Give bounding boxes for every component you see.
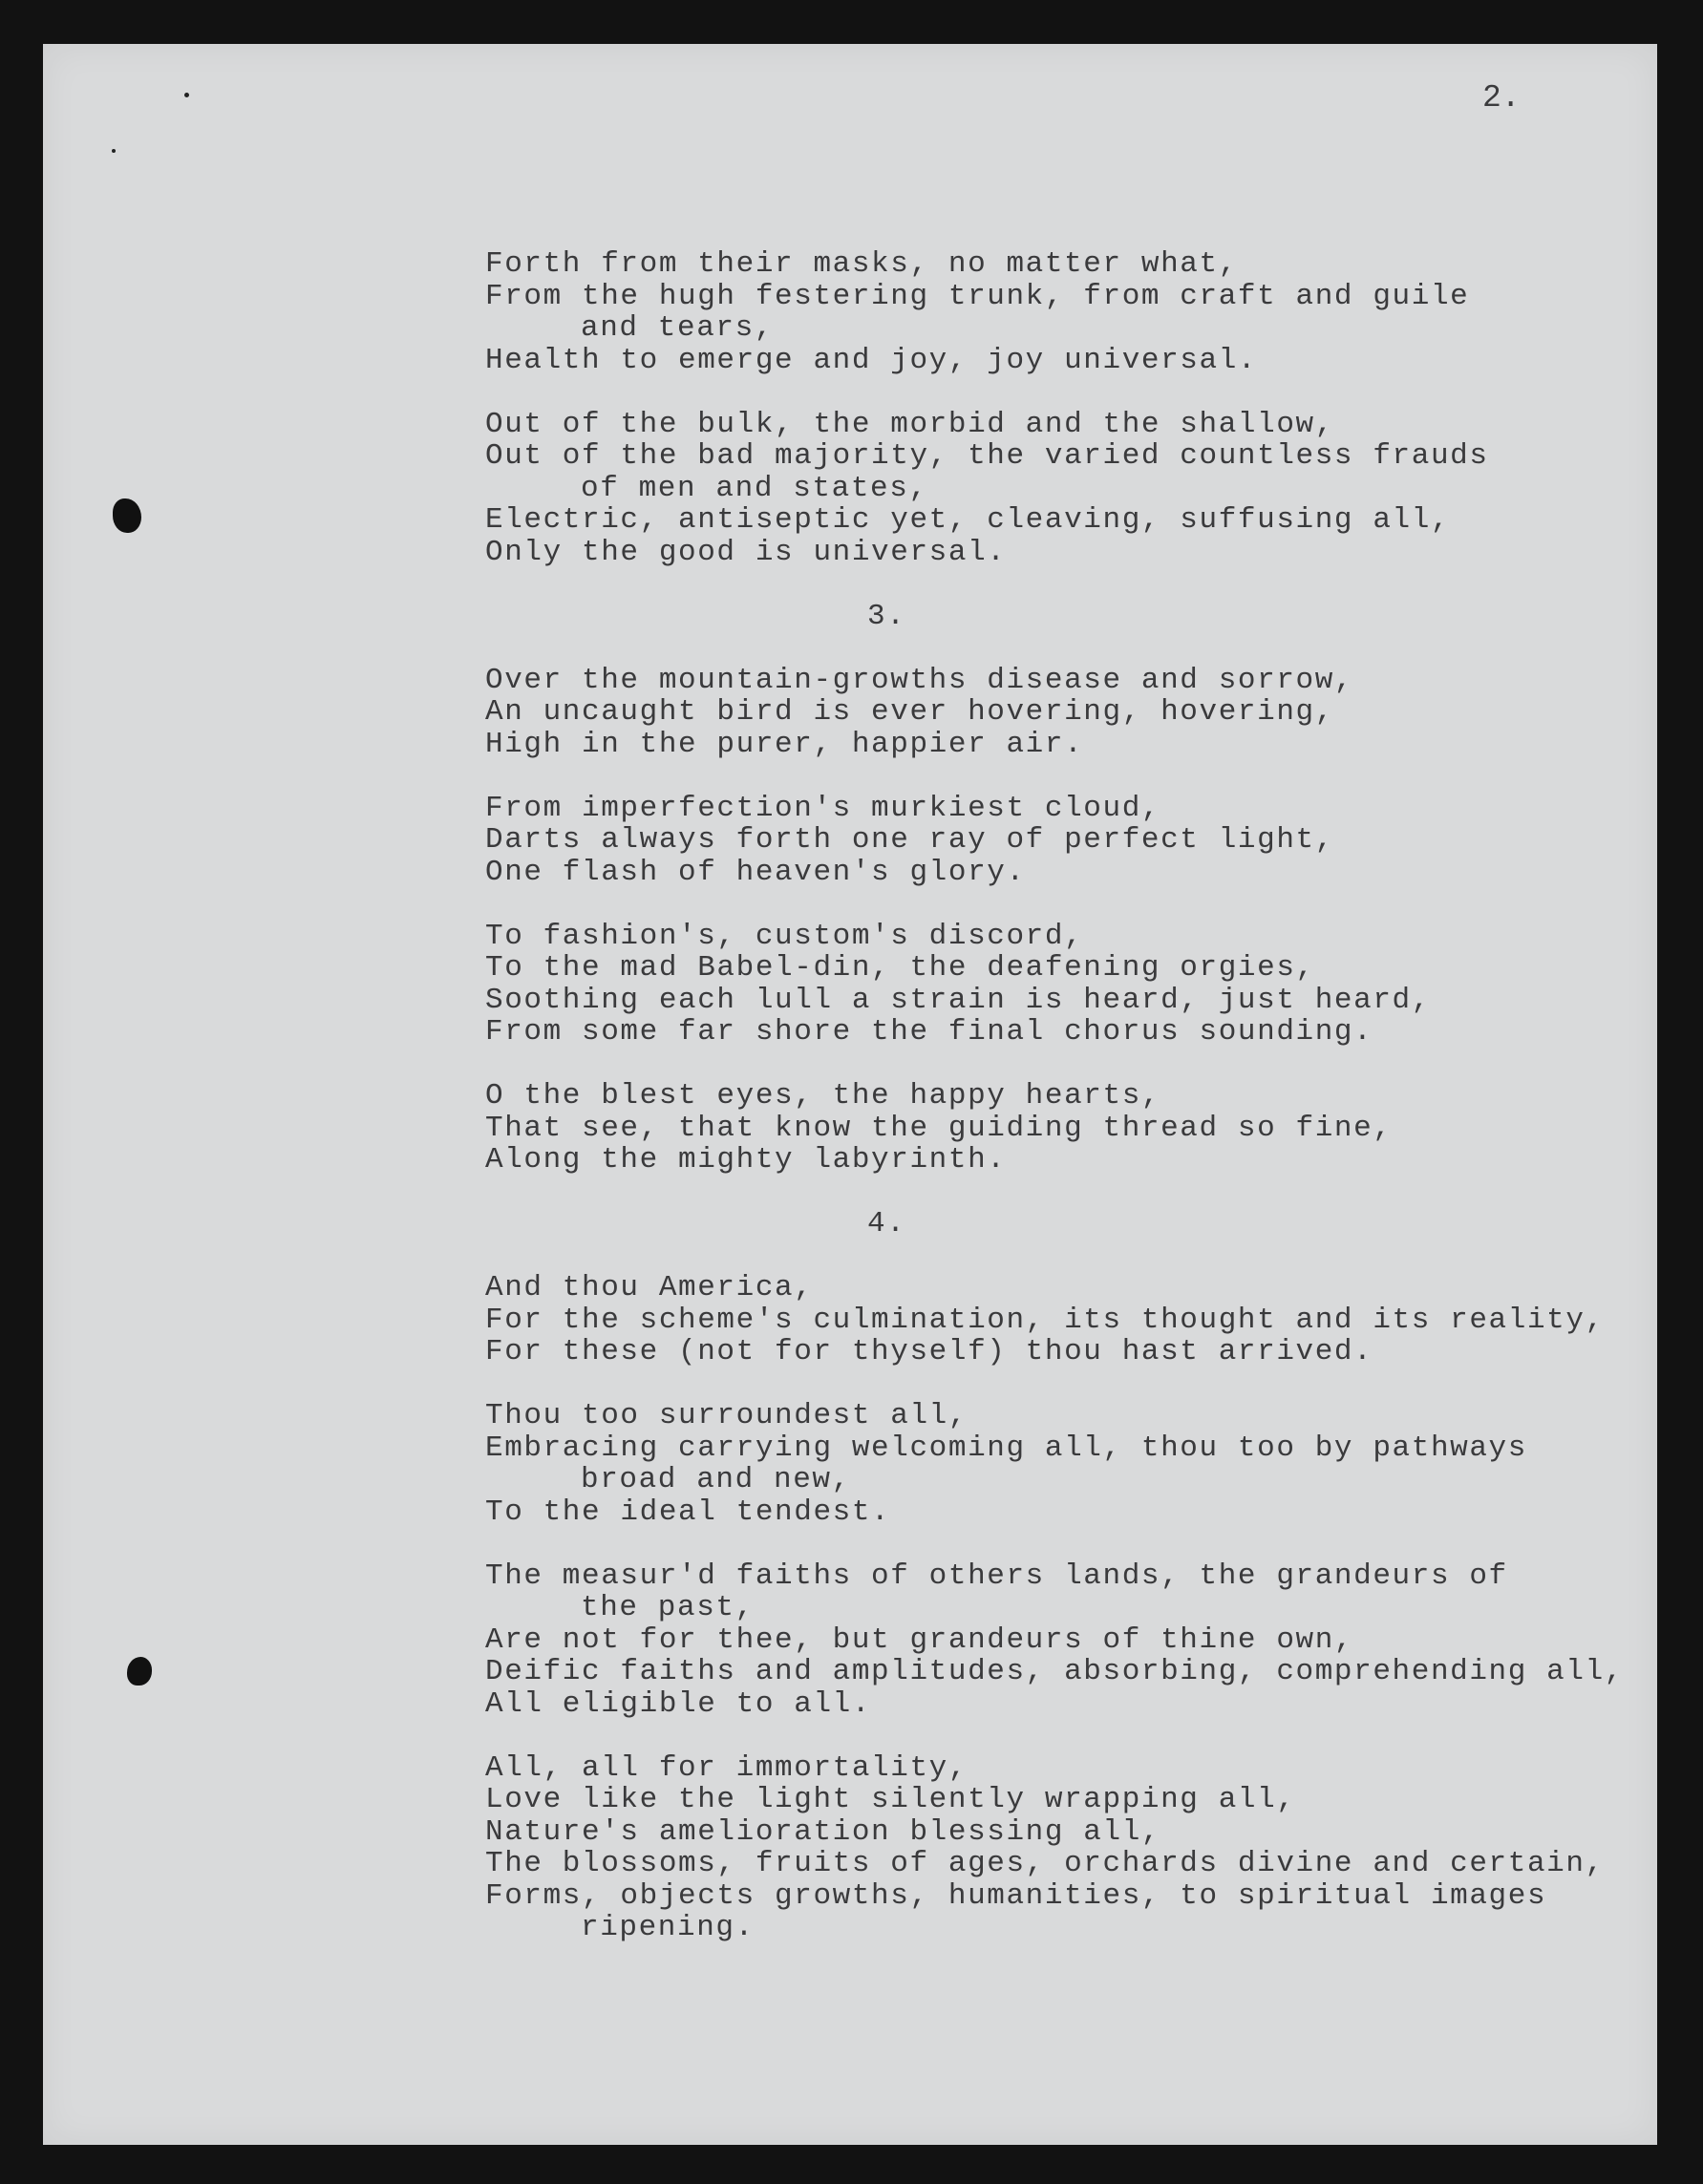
poem-line: Thou too surroundest all, — [485, 1399, 969, 1432]
poem-line: Are not for thee, but grandeurs of thine own, — [485, 1622, 1354, 1657]
poem-line: From the hugh festering trunk, from craft and guile — [485, 279, 1470, 313]
poem-line: To fashion's, custom's discord, — [485, 919, 1084, 953]
poem-line: That see, that know the guiding thread so fine, — [485, 1111, 1393, 1145]
poem-line: Out of the bulk, the morbid and the shallow, — [485, 407, 1334, 441]
poem-line: To the mad Babel-din, the deafening orgies, — [485, 951, 1315, 985]
poem-line: And thou America, — [485, 1271, 814, 1304]
poem-line: From imperfection's murkiest cloud, — [485, 791, 1161, 825]
poem-line: of men and states, — [581, 471, 928, 505]
poem-line: The measur'd faiths of others lands, the grandeurs of — [485, 1558, 1508, 1593]
stanza — [485, 1272, 1631, 1368]
poem-line: Forms, objects growths, humanities, to spiritual images — [485, 1878, 1547, 1913]
stanza — [485, 793, 1631, 889]
poem-line: Deific faiths and amplitudes, absorbing, comprehending all, — [485, 1655, 1624, 1688]
poem-line: All, all for immortality, — [485, 1750, 969, 1785]
page-number: 2. — [1482, 80, 1521, 116]
ink-blot — [113, 498, 141, 533]
poem-line: Out of the bad majority, the varied countless frauds — [485, 439, 1489, 473]
stanza — [485, 1400, 1631, 1528]
poem-line: ripening. — [581, 1911, 755, 1944]
poem-line: An uncaught bird is ever hovering, hovering, — [485, 695, 1334, 729]
stanza — [485, 1752, 1631, 1944]
poem-line: broad and new, — [581, 1463, 851, 1496]
poem-body — [485, 248, 1631, 1976]
poem-line: Over the mountain-growths disease and sorrow, — [485, 663, 1354, 697]
poem-line: All eligible to all. — [485, 1686, 872, 1721]
poem-line: Along the mighty labyrinth. — [485, 1143, 1007, 1177]
poem-line: Nature's amelioration blessing all, — [485, 1814, 1161, 1849]
poem-line: Soothing each lull a strain is heard, just heard, — [485, 983, 1431, 1017]
stanza — [485, 248, 1631, 376]
poem-line: From some far shore the final chorus sounding. — [485, 1015, 1373, 1049]
poem-line: and tears, — [581, 311, 775, 345]
poem-line: Love like the light silently wrapping all, — [485, 1783, 1296, 1816]
poem-line: Only the good is universal. — [485, 535, 1007, 569]
stanza — [485, 1560, 1631, 1721]
poem-line: For these (not for thyself) thou hast arrived. — [485, 1335, 1373, 1368]
stanza — [485, 665, 1631, 761]
poem-line: For the scheme's culmination, its thought and its reality, — [485, 1303, 1605, 1337]
poem-line: High in the purer, happier air. — [485, 727, 1084, 761]
stanza — [485, 921, 1631, 1049]
poem-line: Electric, antiseptic yet, cleaving, suffusing all, — [485, 503, 1451, 537]
poem-line: Darts always forth one ray of perfect light, — [485, 823, 1334, 857]
poem-line: O the blest eyes, the happy hearts, — [485, 1079, 1161, 1113]
poem-line: The blossoms, fruits of ages, orchards divine and certain, — [485, 1847, 1605, 1880]
margin-speck — [184, 93, 189, 97]
poem-line: the past, — [581, 1591, 755, 1624]
poem-line: Health to emerge and joy, joy universal. — [485, 343, 1258, 377]
poem-line: Forth from their masks, no matter what, — [485, 247, 1238, 281]
section-number: 4. — [867, 1207, 906, 1240]
margin-speck — [112, 149, 116, 153]
poem-line: One flash of heaven's glory. — [485, 855, 1026, 889]
stanza — [485, 1080, 1631, 1177]
poem-line: Embracing carrying welcoming all, thou too by pathways — [485, 1431, 1527, 1465]
ink-blot — [127, 1657, 152, 1686]
poem-line: To the ideal tendest. — [485, 1495, 891, 1529]
stanza — [485, 409, 1631, 569]
section-number: 3. — [867, 599, 906, 633]
